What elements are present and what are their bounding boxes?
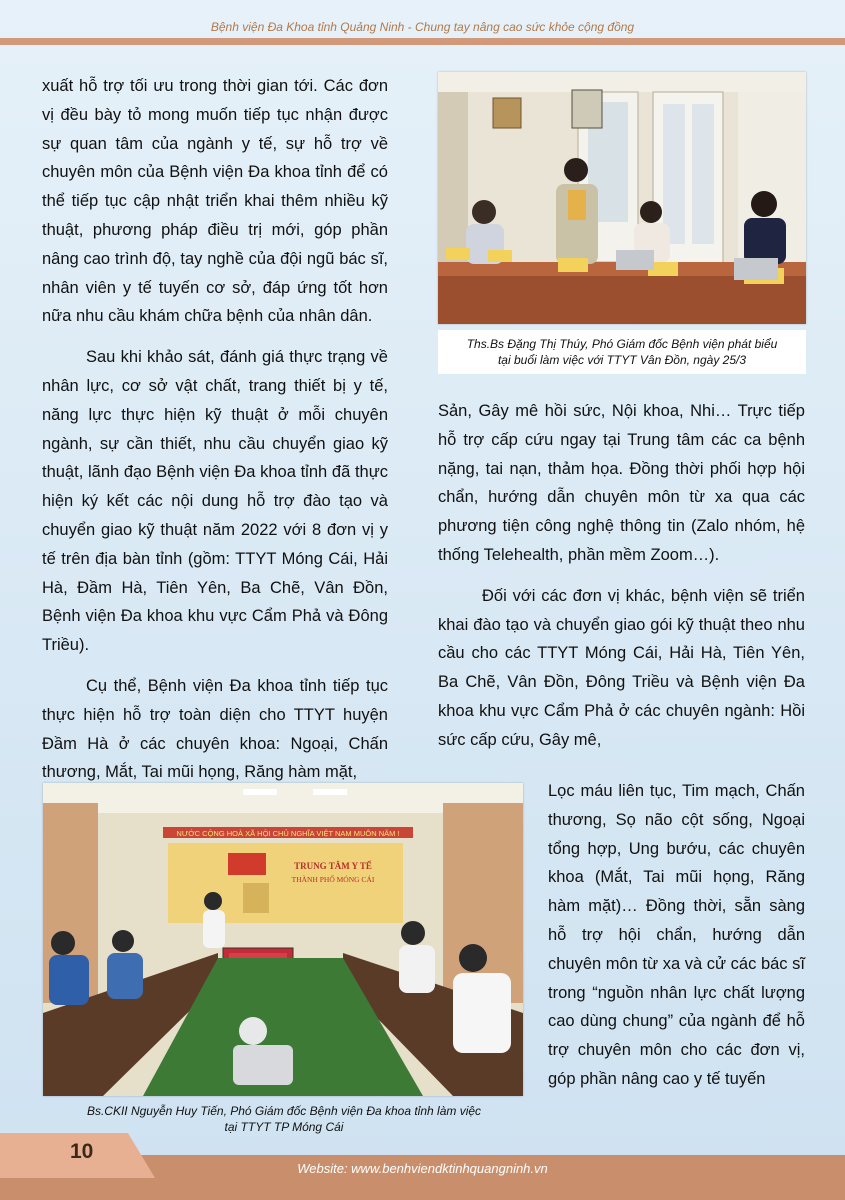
paragraph: xuất hỗ trợ tối ưu trong thời gian tới. Các đơn vị đều bày tỏ mong muốn tiếp tục nhận được sự quan tâm của ngành y tế, sự hỗ trợ về chuyên môn của Bệnh viện Đa khoa tỉnh để có thể tiếp tục cập nhật triển khai thêm nhiều kỹ thuật, phương pháp điều trị mới, góp phần nâng cao trình độ, tay nghề của đội ngũ bác sĩ, nhân viên y tế tuyến cơ sở, đáp ứng tốt hơn nữa nhu cầu khám chữa bệnh của nhân dân. xyxy=(42,77,388,326)
left-text-column xyxy=(42,72,388,799)
paragraph: Cụ thể, Bệnh viện Đa khoa tỉnh tiếp tục thực hiện hỗ trợ toàn diện cho TTYT huyện Đầm Hà ở các chuyên khoa: Ngoại, Chấn thương, Mắt, Tai mũi họng, Răng hàm mặt, xyxy=(42,676,388,782)
caption-line: tại TTYT TP Móng Cái xyxy=(224,1120,344,1134)
paragraph: Sau khi khảo sát, đánh giá thực trạng về nhân lực, cơ sở vật chất, trang thiết bị y tế, năng lực thực hiện kỹ thuật ở mỗi chuyên ngành, sự cần thiết, nhu cầu chuyển giao kỹ thuật, lãnh đạo Bệnh viện Đa khoa tỉnh đã thực hiện ký kết các nội dung hỗ trợ đào tạo và chuyển giao kỹ thuật năm 2022 với 8 đơn vị y tế trên địa bàn tỉnh (gồm: TTYT Móng Cái, Hải Hà, Đầm Hà, Tiên Yên, Ba Chẽ, Vân Đồn, Bệnh viện Đa khoa khu vực Cẩm Phả và Đông Triều). xyxy=(42,348,388,655)
paragraph: Lọc máu liên tục, Tim mạch, Chấn thương, Sọ não cột sống, Ngoại tổng hợp, Ung bướu, các chuyên khoa (Mắt, Tai mũi họng, Răng hàm mặt)… Đồng thời, sẵn sàng hỗ trợ hội chẩn, hướng dẫn chuyên môn từ xa và cử các bác sĩ trong “nguồn nhân lực chất lượng cao dùng chung” của ngành để hỗ trợ chuyên môn cho các đơn vị, góp phần nâng cao y tế tuyến xyxy=(548,782,805,1088)
caption-line: Bs.CKII Nguyễn Huy Tiến, Phó Giám đốc Bệnh viện Đa khoa tỉnh làm việc xyxy=(86,1104,482,1118)
paragraph: Đối với các đơn vị khác, bệnh viện sẽ triển khai đào tạo và chuyển giao gói kỹ thuật theo nhu cầu cho các TTYT Móng Cái, Hải Hà, Tiên Yên, Ba Chẽ, Vân Đồn, Đông Triều và Bệnh viện Đa khoa khu vực Cẩm Phả ở các chuyên ngành: Hồi sức cấp cứu, Gây mê, xyxy=(438,586,805,749)
caption-line: Ths.Bs Đặng Thị Thúy, Phó Giám đốc Bệnh viện phát biểu xyxy=(466,337,778,351)
running-header: Bệnh viện Đa Khoa tỉnh Quảng Ninh - Chung tay nâng cao sức khỏe cộng đồng xyxy=(210,20,635,34)
banner-text: NƯỚC CỘNG HOÀ XÃ HỘI CHỦ NGHĨA VIỆT NAM MUÔN NĂM ! xyxy=(176,829,400,838)
paragraph: Sản, Gây mê hồi sức, Nội khoa, Nhi… Trực tiếp hỗ trợ cấp cứu ngay tại Trung tâm các ca bệnh nặng, tai nạn, thảm họa. Đồng thời phối hợp hội chẩn, hướng dẫn chuyên môn từ xa qua các phương tiện công nghệ thông tin (Zalo nhóm, hệ thống Telehealth, phần mềm Zoom…). xyxy=(438,402,805,564)
page-number: 10 xyxy=(70,1140,94,1163)
caption-line: tại buổi làm việc với TTYT Vân Đồn, ngày 25/3 xyxy=(497,353,747,367)
photo-top-caption xyxy=(438,330,806,374)
photo-bottom-caption xyxy=(43,1103,525,1135)
website-url: Website: www.benhviendktinhquangninh.vn xyxy=(297,1161,548,1176)
meeting-photo-bottom xyxy=(43,783,523,1096)
sign-line2: THÀNH PHỐ MÓNG CÁI xyxy=(291,875,375,884)
header-divider xyxy=(0,38,845,45)
right-text-column xyxy=(438,397,805,767)
sign-line1: TRUNG TÂM Y TẾ xyxy=(294,861,372,871)
meeting-photo-top xyxy=(438,72,806,324)
right-text-column-lower xyxy=(548,777,805,1106)
